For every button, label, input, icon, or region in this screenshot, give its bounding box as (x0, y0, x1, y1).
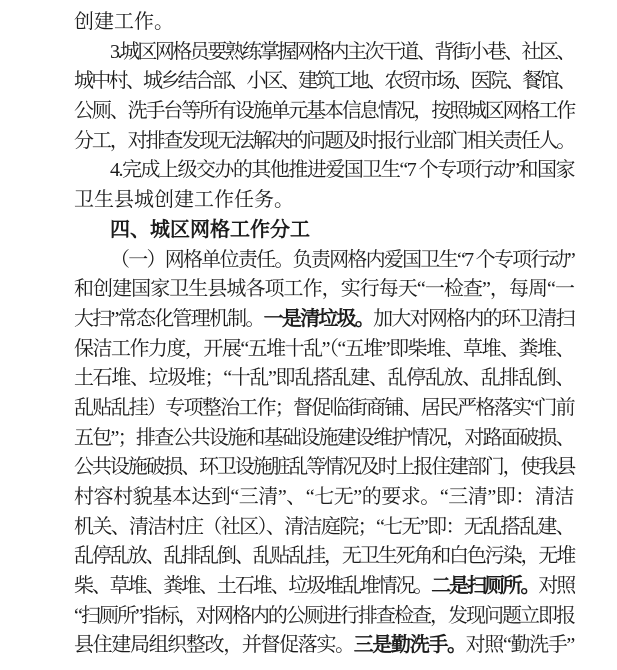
text-run: 柴、草堆、粪堆、土石堆、垃圾堆乱堆情况。 (74, 575, 432, 598)
text-line (74, 631, 574, 661)
text-line (74, 542, 574, 572)
text-run: 保洁工作力度，开展“五堆十乱”（“五堆”即柴堆、草堆、粪堆、 (74, 337, 574, 360)
text-line (74, 67, 574, 97)
text-run: 大扫”常态化管理机制。 (74, 307, 264, 330)
text-run: 县住建局组织整改，并督促落实。 (74, 634, 354, 657)
text-run: 公共设施破损、环卫设施脏乱等情况及时上报住建部门，使我县 (74, 456, 575, 479)
text-run: “扫厕所”指标，对网格内的公厕进行排查检查，发现问题立即报 (74, 604, 575, 627)
text-line (74, 97, 574, 127)
text-line (74, 453, 574, 483)
text-line (74, 364, 574, 394)
text-line (74, 246, 574, 276)
text-line (74, 572, 574, 602)
text-line (74, 602, 574, 632)
text-run: 三是勤洗手。 (353, 634, 466, 657)
text-run: 和创建国家卫生县城各项工作，实行每天“一检查”，每周“一 (74, 278, 575, 301)
text-run: 对照“勤洗手” (465, 634, 574, 657)
text-line (74, 38, 574, 68)
text-line (74, 127, 574, 157)
text-line (74, 513, 574, 543)
text-run: 3.城区网格员要熟练掌握网格内主次干道、背街小巷、社区、 (110, 40, 574, 63)
text-run: 公厕、洗手台等所有设施单元基本信息情况，按照城区网格工作 (74, 100, 575, 123)
text-run: 4.完成上级交办的其他推进爱国卫生“7 个专项行动”和国家 (110, 159, 574, 182)
text-run: 一是清垃圾。 (263, 307, 374, 330)
text-line (74, 216, 574, 246)
text-line (74, 424, 574, 454)
text-run: 机关、清洁村庄（社区）、清洁庭院；“七无”即：无乱搭乱建、 (74, 515, 574, 538)
text-run: 对照 (538, 575, 575, 598)
text-line (74, 8, 574, 38)
text-line (74, 394, 574, 424)
text-run: 土石堆、垃圾堆；“十乱”即乱搭乱建、乱停乱放、乱排乱倒、 (74, 367, 574, 390)
text-run: 创建工作。 (74, 11, 174, 33)
text-line (74, 156, 574, 186)
text-run: 二是扫厕所。 (431, 575, 539, 598)
text-line (74, 275, 574, 305)
text-run: 村容村貌基本达到“三清”、“七无”的要求。“三清”即：清洁 (74, 486, 574, 508)
text-line (74, 335, 574, 365)
text-run: 分工，对排查发现无法解决的问题及时报行业部门相关责任人。 (74, 129, 575, 152)
text-line (74, 305, 574, 335)
text-run: 乱停乱放、乱排乱倒、乱贴乱挂，无卫生死角和白色污染，无堆 (74, 545, 575, 568)
text-run: 城中村、城乡结合部、小区、建筑工地、农贸市场、医院、餐馆、 (74, 70, 574, 93)
text-run: 五包”；排查公共设施和基础设施建设维护情况，对路面破损、 (74, 426, 574, 449)
section-heading-text: 四、城区网格工作分工 (110, 218, 310, 241)
text-run: （一）网格单位责任。负责网格内爱国卫生“7 个专项行动” (110, 248, 575, 271)
text-run: 加大对网格内的环卫清扫 (373, 307, 574, 330)
text-run: 乱贴乱挂）专项整治工作；督促临街商铺、居民严格落实“门前 (74, 396, 574, 419)
text-line (74, 186, 574, 216)
text-line (74, 483, 574, 513)
document-body (74, 8, 574, 661)
text-run: 卫生县城创建工作任务。 (74, 189, 294, 212)
